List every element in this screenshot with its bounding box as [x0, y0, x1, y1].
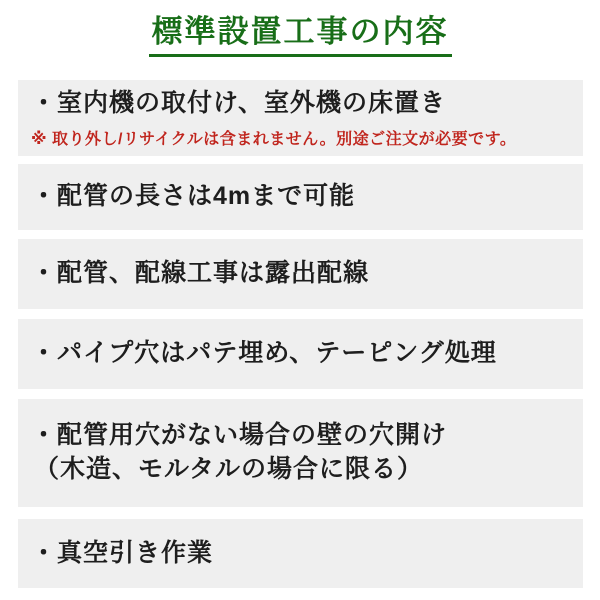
bullet-icon: ・ — [31, 538, 58, 567]
bullet-icon: ・ — [31, 89, 58, 118]
list-item — [18, 239, 583, 309]
item-text: パイプ穴はパテ埋め、テーピング処理 — [57, 339, 497, 368]
list-item-text-line — [31, 257, 573, 291]
list-item — [18, 80, 583, 156]
list-item — [18, 319, 583, 389]
bullet-icon: ・ — [31, 259, 58, 288]
page-title: 標準設置工事の内容 — [149, 13, 452, 57]
item-text: 真空引き作業 — [57, 538, 214, 567]
item-text-continued: （木造、モルタルの場合に限る） — [34, 455, 424, 483]
item-text: 配管用穴がない場合の壁の穴開け — [57, 421, 448, 450]
title-container — [0, 13, 600, 57]
list-item-text-line — [31, 337, 573, 371]
list-item — [18, 164, 583, 230]
list-item-text-line — [31, 87, 573, 121]
list-item-text-line — [31, 419, 573, 453]
list-item — [18, 519, 583, 588]
bullet-icon: ・ — [31, 339, 58, 368]
list-item-text-line — [31, 180, 573, 214]
bullet-icon: ・ — [31, 421, 58, 450]
item-note: ※ 取り外し/リサイクルは含まれません。別途ご注文が必要です。 — [31, 130, 517, 148]
list-item-text-line — [31, 537, 573, 571]
list-item — [18, 399, 583, 507]
item-text: 配管、配線工事は露出配線 — [57, 259, 370, 288]
bullet-icon: ・ — [31, 182, 58, 211]
item-text: 配管の長さは4mまで可能 — [57, 182, 356, 211]
item-text: 室内機の取付け、室外機の床置き — [57, 89, 447, 118]
